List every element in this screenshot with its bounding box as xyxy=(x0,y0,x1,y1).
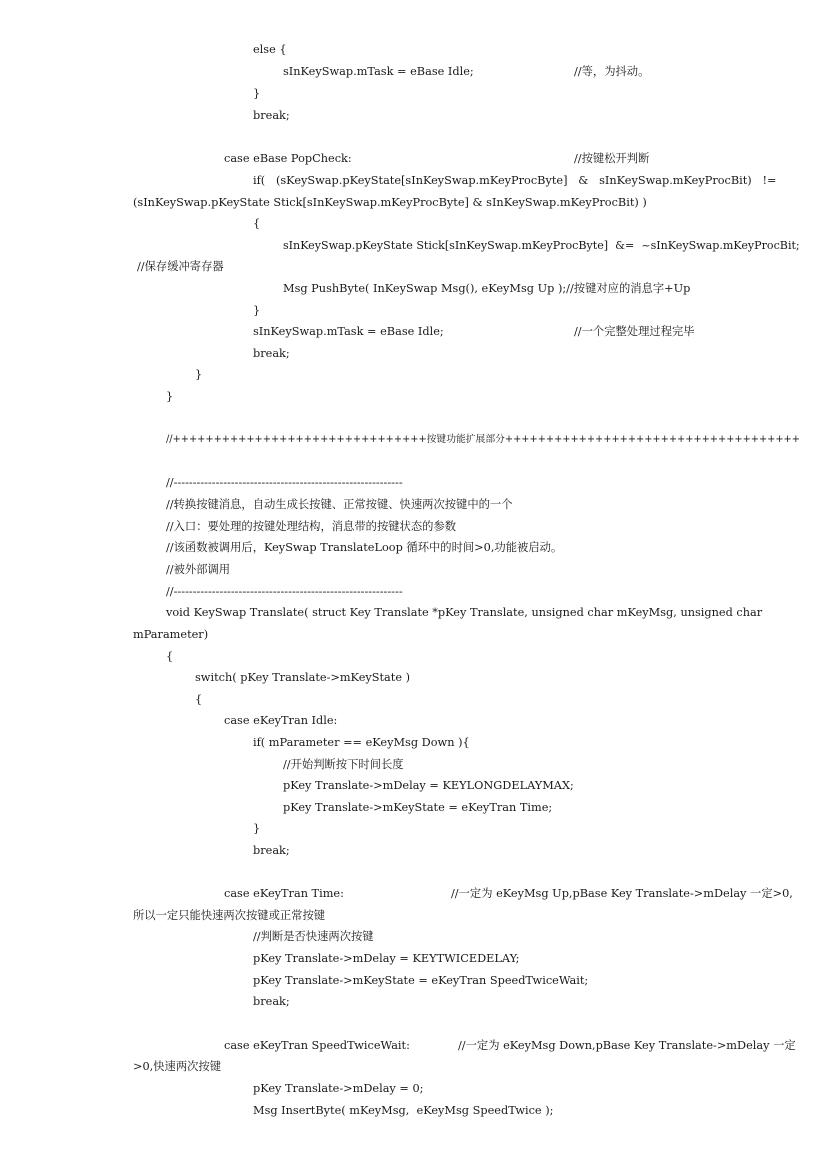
code-line: Msg InsertByte( mKeyMsg, eKeyMsg SpeedTwice ); xyxy=(253,1104,554,1117)
code-line: case eKeyTran Idle: xyxy=(224,714,338,727)
code-line: } xyxy=(195,368,203,381)
code-line: pKey Translate->mKeyState = eKeyTran SpeedTwiceWait; xyxy=(253,974,589,987)
function-signature-continued: mParameter) xyxy=(133,628,209,641)
code-line: } xyxy=(253,87,261,100)
code-line: break; xyxy=(253,844,290,857)
code-line: } xyxy=(253,822,261,835)
code-line: pKey Translate->mKeyState = eKeyTran Time; xyxy=(283,801,553,814)
code-line: (sInKeySwap.pKeyState Stick[sInKeySwap.mKeyProcByte] & sInKeySwap.mKeyProcBit) ) xyxy=(133,196,647,209)
code-line: case eKeyTran SpeedTwiceWait: xyxy=(224,1039,410,1052)
code-line: if( (sKeySwap.pKeyState[sInKeySwap.mKeyProcByte] & sInKeySwap.mKeyProcBit) != xyxy=(253,174,777,187)
code-comment: //该函数被调用后，KeySwap TranslateLoop 循环中的时间>0,功能被启动。 xyxy=(166,541,563,554)
code-comment: //入口：要处理的按键处理结构，消息带的按键状态的参数 xyxy=(166,520,457,533)
code-comment: //------------------------------------------------------------ xyxy=(166,476,403,489)
code-line: { xyxy=(195,693,203,706)
code-comment: //一定为 eKeyMsg Down,pBase Key Translate->mDelay 一定 xyxy=(458,1039,796,1052)
code-line: sInKeySwap.mTask = eBase Idle; xyxy=(283,65,474,78)
code-comment: //一定为 eKeyMsg Up,pBase Key Translate->mDelay 一定>0, xyxy=(451,887,793,900)
code-comment: //------------------------------------------------------------ xyxy=(166,585,403,598)
code-line: Msg PushByte( InKeySwap Msg(), eKeyMsg Up );//按键对应的消息字+Up xyxy=(283,282,691,295)
section-divider-comment: //+++++++++++++++++++++++++++++++按键功能扩展部分++++++++++++++++++++++++++++++++++++ xyxy=(166,434,800,445)
code-line: sInKeySwap.pKeyState Stick[sInKeySwap.mKeyProcByte] &= ~sInKeySwap.mKeyProcBit; xyxy=(283,239,800,252)
code-comment: //一个完整处理过程完毕 xyxy=(574,325,695,338)
code-line: break; xyxy=(253,995,290,1008)
code-line: switch( pKey Translate->mKeyState ) xyxy=(195,671,410,684)
code-line: break; xyxy=(253,347,290,360)
code-line: break; xyxy=(253,109,290,122)
code-line: if( mParameter == eKeyMsg Down ){ xyxy=(253,736,470,749)
code-line: pKey Translate->mDelay = 0; xyxy=(253,1082,424,1095)
code-comment: //判断是否快速两次按键 xyxy=(253,930,374,943)
code-line: case eKeyTran Time: xyxy=(224,887,344,900)
code-line: { xyxy=(253,217,261,230)
code-comment: //按键松开判断 xyxy=(574,152,650,165)
code-line: } xyxy=(166,390,174,403)
code-comment: //保存缓冲寄存器 xyxy=(137,260,224,273)
code-line: } xyxy=(253,304,261,317)
code-comment: //等，为抖动。 xyxy=(574,65,650,78)
code-comment: 所以一定只能快速两次按键或正常按键 xyxy=(133,909,326,922)
code-comment: >0,快速两次按键 xyxy=(133,1060,222,1073)
code-line: pKey Translate->mDelay = KEYTWICEDELAY; xyxy=(253,952,520,965)
code-line: case eBase PopCheck: xyxy=(224,152,352,165)
function-signature: void KeySwap Translate( struct Key Translate *pKey Translate, unsigned char mKeyMsg, unsigned char xyxy=(166,606,763,619)
code-line: pKey Translate->mDelay = KEYLONGDELAYMAX; xyxy=(283,779,574,792)
code-line: sInKeySwap.mTask = eBase Idle; xyxy=(253,325,444,338)
code-line: else { xyxy=(253,43,287,56)
code-comment: //被外部调用 xyxy=(166,563,231,576)
code-line: { xyxy=(166,650,174,663)
code-comment: //转换按键消息，自动生成长按键、正常按键、快速两次按键中的一个 xyxy=(166,498,513,511)
code-comment: //开始判断按下时间长度 xyxy=(283,758,404,771)
